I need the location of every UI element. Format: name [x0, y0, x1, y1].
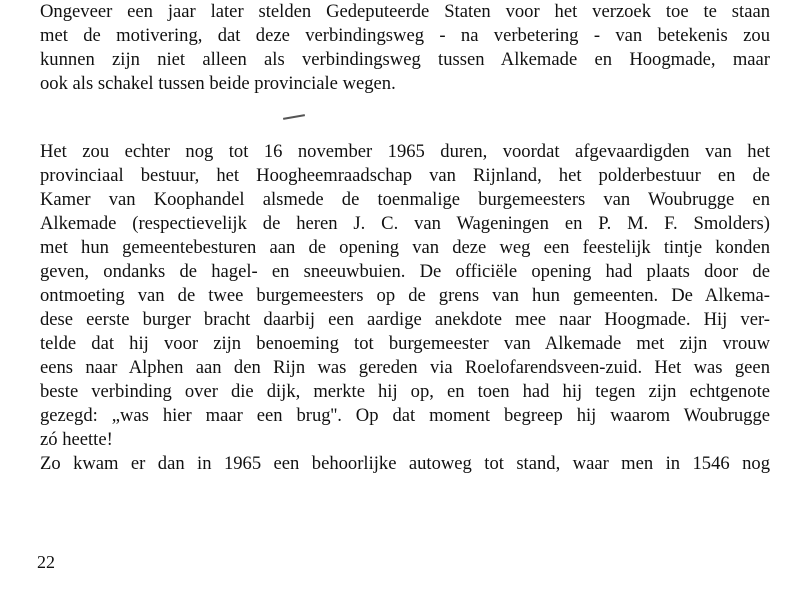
text-line: dese eerste burger bracht daarbij een aardige anekdote mee naar Hoogmade. Hij ver-	[40, 309, 770, 330]
text-line: beste verbinding over die dijk, merkte hij op, en toen had hij tegen zijn echtgenote	[40, 381, 770, 402]
page-number: 22	[37, 552, 55, 572]
text-line: ook als schakel tussen beide provinciale wegen.	[40, 73, 396, 94]
text-line: zó heette!	[40, 429, 113, 450]
paragraph-2	[40, 140, 770, 476]
text-line: kunnen zijn niet alleen als verbindingsweg tussen Alkemade en Hoogmade, maar	[40, 49, 770, 70]
text-line: met de motivering, dat deze verbindingsweg - na verbetering - van betekenis zou	[40, 25, 770, 46]
text-line: provinciaal bestuur, het Hoogheemraadschap van Rijnland, het polderbestuur en de	[40, 165, 770, 186]
text-line: Kamer van Koophandel alsmede de toenmalige burgemeesters van Woubrugge en	[40, 189, 770, 210]
text-line: Het zou echter nog tot 16 november 1965 duren, voordat afgevaardigden van het	[40, 141, 770, 162]
text-line: ontmoeting van de twee burgemeesters op de grens van hun gemeenten. De Alkema-	[40, 285, 770, 306]
text-line: Ongeveer een jaar later stelden Gedeputeerde Staten voor het verzoek toe te staan	[40, 1, 770, 22]
stray-pen-mark	[283, 114, 305, 120]
text-line: met hun gemeentebesturen aan de opening van deze weg een feestelijk tintje konden	[40, 237, 770, 258]
paragraph-1	[40, 0, 770, 96]
text-line: telde dat hij voor zijn benoeming tot burgemeester van Alkemade met zijn vrouw	[40, 333, 770, 354]
text-line: Alkemade (respectievelijk de heren J. C. van Wageningen en P. M. F. Smolders)	[40, 213, 770, 234]
text-line: gezegd: „was hier maar een brug''. Op dat moment begreep hij waarom Woubrugge	[40, 405, 770, 426]
text-line: eens naar Alphen aan den Rijn was gereden via Roelofarendsveen-zuid. Het was geen	[40, 357, 770, 378]
text-line: Zo kwam er dan in 1965 een behoorlijke autoweg tot stand, waar men in 1546 nog	[40, 453, 770, 474]
text-line: geven, ondanks de hagel- en sneeuwbuien. De officiële opening had plaats door de	[40, 261, 770, 282]
